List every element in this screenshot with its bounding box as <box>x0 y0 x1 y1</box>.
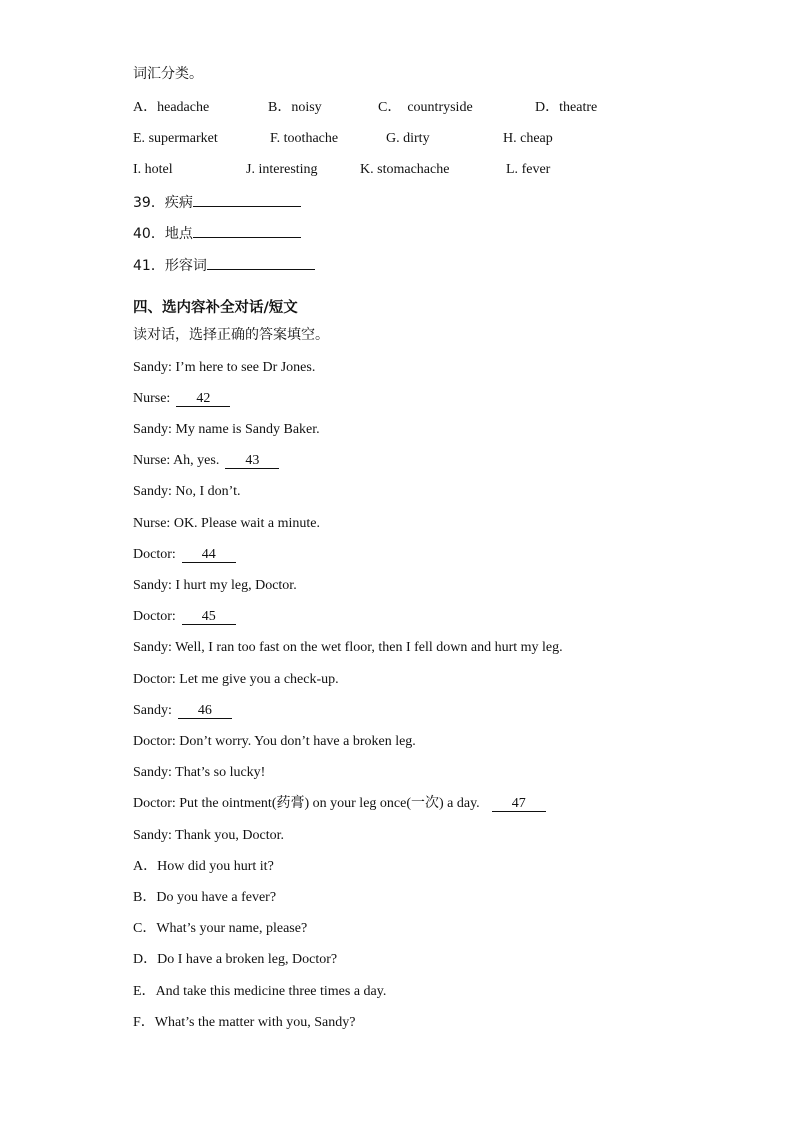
dialogue-line: Doctor: Don’t worry. You don’t have a broken leg. <box>133 734 416 749</box>
dialogue-line: Nurse: OK. Please wait a minute. <box>133 516 321 531</box>
choice-option[interactable]: A．How did you hurt it? <box>133 859 274 874</box>
vocab-option: E. supermarket <box>133 131 218 146</box>
dialogue-line: Doctor: Let me give you a check-up. <box>133 672 339 687</box>
dialogue-line: Nurse: 42 <box>133 389 230 409</box>
choice-option[interactable]: B．Do you have a fever? <box>133 890 277 905</box>
dialogue-line: Sandy: 46 <box>133 701 232 721</box>
dialogue-line: Doctor: 45 <box>133 607 236 627</box>
dialogue-blank[interactable]: 47 <box>492 796 546 812</box>
vocab-option: J. interesting <box>246 162 318 177</box>
dialogue-line: Sandy: That’s so lucky! <box>133 765 266 780</box>
dialogue-line: Sandy: My name is Sandy Baker. <box>133 422 320 437</box>
answer-blank[interactable] <box>193 222 301 238</box>
dialogue-line: Sandy: I hurt my leg, Doctor. <box>133 578 297 593</box>
vocab-option: L. fever <box>506 162 551 177</box>
section-title: 四、选内容补全对话/短文 <box>133 300 298 316</box>
vocab-question: 41．形容词 <box>133 254 315 276</box>
dialogue-line: Sandy: I’m here to see Dr Jones. <box>133 360 316 375</box>
vocab-option: I. hotel <box>133 162 173 177</box>
vocab-option: B．noisy <box>268 100 322 115</box>
dialogue-blank[interactable]: 45 <box>182 609 236 625</box>
choice-option[interactable]: C．What’s your name, please? <box>133 921 308 936</box>
vocab-option: F. toothache <box>270 131 339 146</box>
vocab-option: G. dirty <box>386 131 430 146</box>
choice-option[interactable]: E．And take this medicine three times a day. <box>133 984 387 999</box>
vocab-question: 40．地点 <box>133 222 301 244</box>
vocab-option: K. stomachache <box>360 162 450 177</box>
choice-option[interactable]: D．Do I have a broken leg, Doctor? <box>133 952 338 967</box>
dialogue-line: Nurse: Ah, yes. 43 <box>133 451 279 471</box>
vocab-option: H. cheap <box>503 131 553 146</box>
dialogue-blank[interactable]: 43 <box>225 453 279 469</box>
choice-option[interactable]: F．What’s the matter with you, Sandy? <box>133 1015 356 1030</box>
section-instruction: 读对话，选择正确的答案填空。 <box>133 327 329 343</box>
dialogue-blank[interactable]: 46 <box>178 703 232 719</box>
dialogue-blank[interactable]: 42 <box>176 391 230 407</box>
dialogue-line: Sandy: Well, I ran too fast on the wet floor, then I fell down and hurt my leg. <box>133 640 563 655</box>
dialogue-blank[interactable]: 44 <box>182 547 236 563</box>
dialogue-line: Doctor: 44 <box>133 545 236 565</box>
vocab-question: 39．疾病 <box>133 191 301 213</box>
dialogue-line: Sandy: No, I don’t. <box>133 484 241 499</box>
answer-blank[interactable] <box>207 254 315 270</box>
dialogue-line: Sandy: Thank you, Doctor. <box>133 828 285 843</box>
answer-blank[interactable] <box>193 191 301 207</box>
vocab-option: A．headache <box>133 100 210 115</box>
vocab-option: D．theatre <box>535 100 598 115</box>
vocab-instruction: 词汇分类。 <box>133 66 203 82</box>
vocab-option: C． countryside <box>378 100 473 115</box>
dialogue-line: Doctor: Put the ointment(药膏) on your leg once(一次) a day. 47 <box>133 794 546 814</box>
